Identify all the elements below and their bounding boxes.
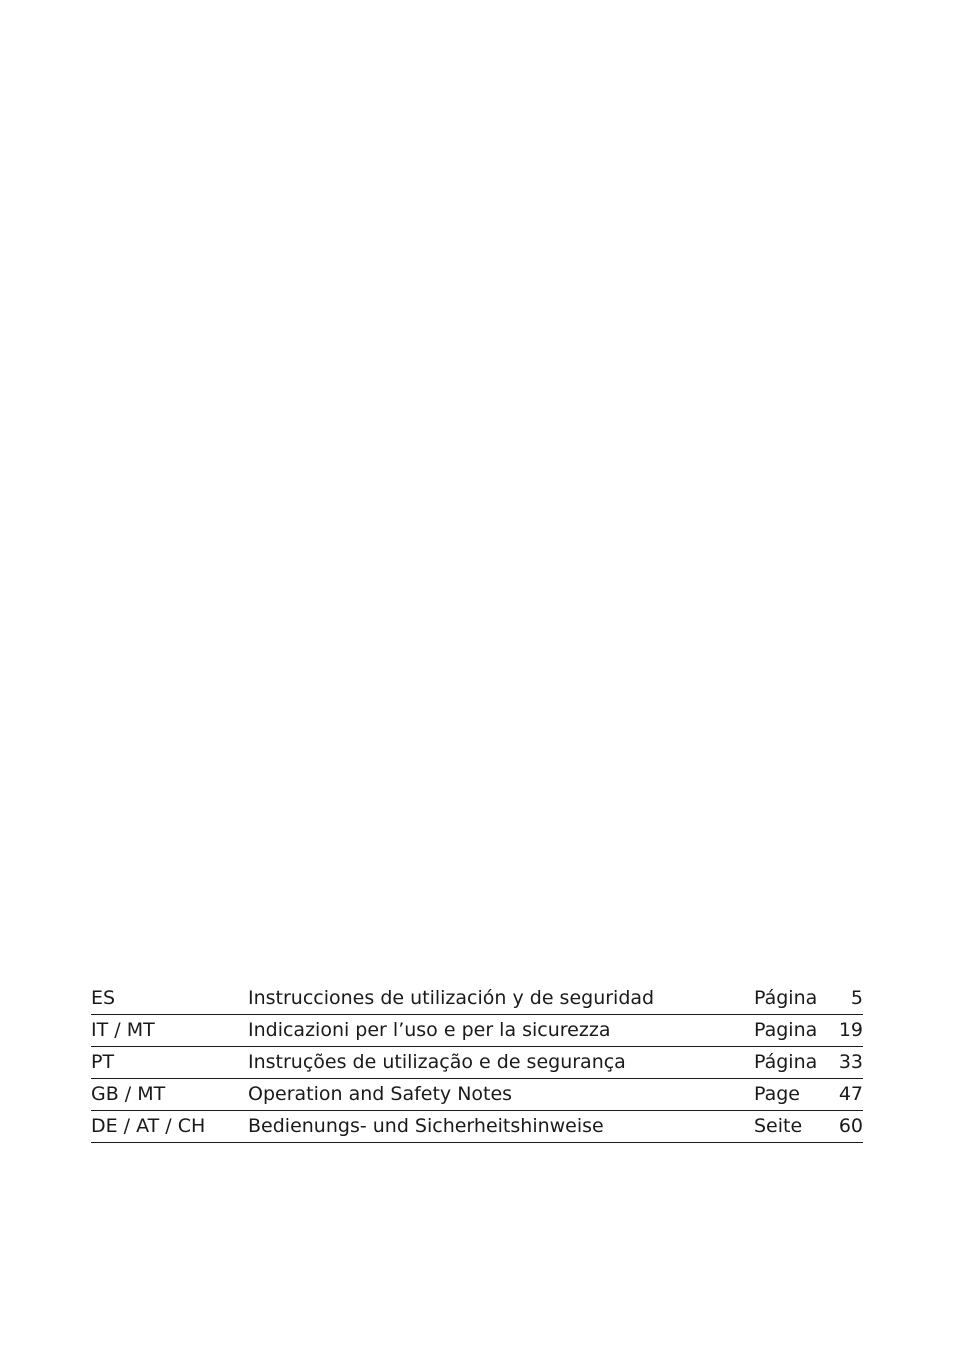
table-of-contents <box>91 983 863 1143</box>
toc-row-es[interactable] <box>91 983 863 1015</box>
toc-section-title: Instrucciones de utilización y de seguridad <box>248 987 655 1009</box>
toc-section-title: Operation and Safety Notes <box>248 1083 513 1105</box>
toc-page-number: 60 <box>838 1115 863 1137</box>
toc-row-de-at-ch[interactable] <box>91 1111 863 1143</box>
toc-section-title: Bedienungs- und Sicherheitshinweise <box>248 1115 604 1137</box>
toc-page-label: Página <box>754 987 818 1009</box>
toc-language-code: IT / MT <box>91 1019 155 1041</box>
toc-row-pt[interactable] <box>91 1047 863 1079</box>
toc-page-label: Page <box>754 1083 800 1105</box>
toc-section-title: Indicazioni per l’uso e per la sicurezza <box>248 1019 611 1041</box>
toc-page-label: Pagina <box>754 1019 818 1041</box>
toc-page-number: 19 <box>838 1019 863 1041</box>
toc-page-number: 33 <box>838 1051 863 1073</box>
toc-page-number: 5 <box>850 987 863 1009</box>
toc-language-code: PT <box>91 1051 115 1073</box>
toc-page-label: Seite <box>754 1115 803 1137</box>
toc-language-code: GB / MT <box>91 1083 166 1105</box>
toc-row-it-mt[interactable] <box>91 1015 863 1047</box>
toc-language-code: DE / AT / CH <box>91 1115 206 1137</box>
toc-language-code: ES <box>91 987 116 1009</box>
toc-page-number: 47 <box>838 1083 863 1105</box>
toc-page-label: Página <box>754 1051 818 1073</box>
toc-row-gb-mt[interactable] <box>91 1079 863 1111</box>
toc-section-title: Instruções de utilização e de segurança <box>248 1051 626 1073</box>
